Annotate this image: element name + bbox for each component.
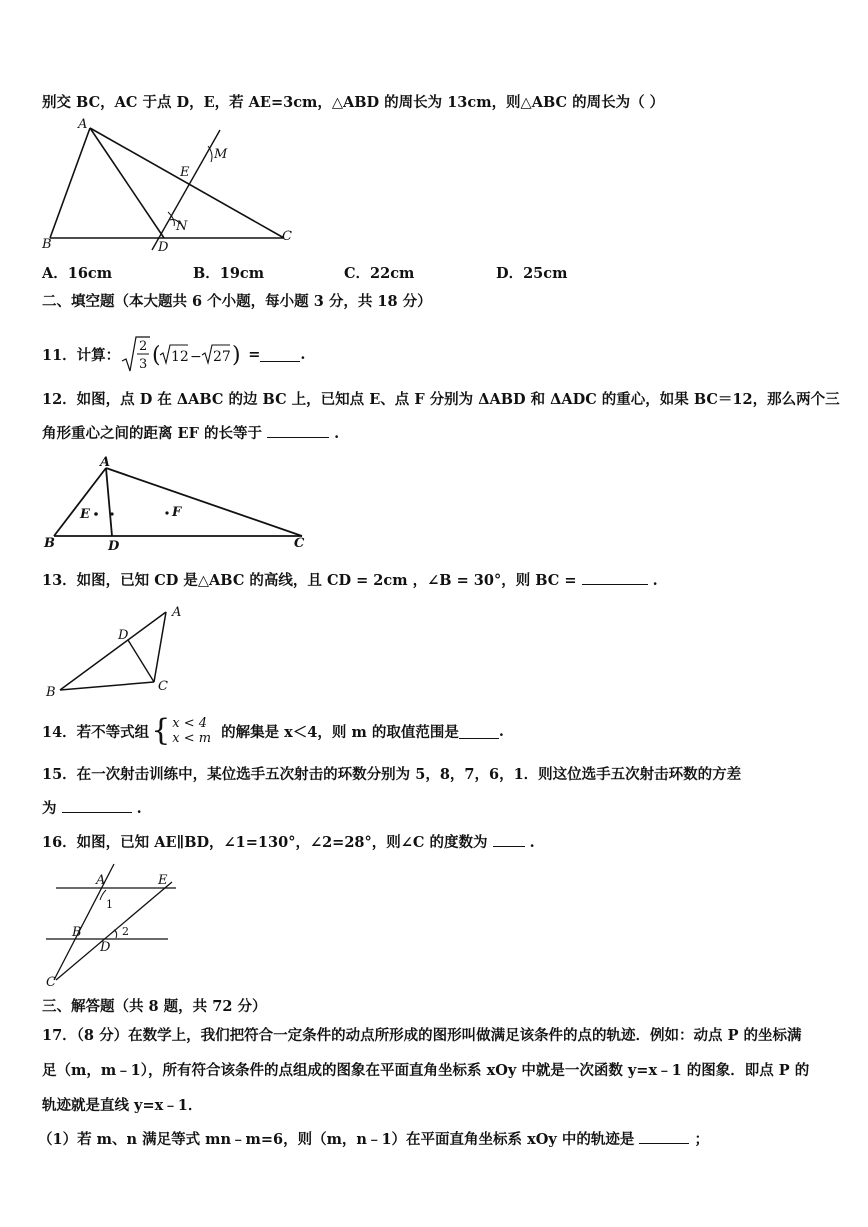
q14-answer-blank[interactable] — [459, 724, 499, 739]
q15-line-1: 15．在一次射击训练中，某位选手五次射击的环数分别为 5，8，7，6，1．则这位选手五次射击环数的方差 — [42, 766, 742, 783]
q13-answer-blank[interactable] — [582, 570, 648, 585]
q10-label-a: A — [78, 117, 88, 132]
q17-sub-1-answer-blank[interactable] — [639, 1129, 689, 1144]
q17-sub-1: （1）若 m、n 满足等式 mn﹣m=6，则（m，n﹣1）在平面直角坐标系 xOy 中的轨迹是 — [38, 1131, 635, 1148]
q12-end: . — [334, 425, 340, 442]
q16-figure — [40, 860, 190, 990]
q15-answer-blank[interactable] — [62, 798, 132, 813]
section-2-heading: 二、填空题（本大题共 6 个小题，每小题 3 分，共 18 分） — [42, 293, 432, 310]
q16-angle-1: 1 — [106, 898, 113, 911]
q14-end: . — [498, 722, 504, 740]
q16-answer-blank[interactable] — [493, 832, 525, 847]
q12-label-e: E — [80, 507, 90, 522]
q16-end: . — [529, 834, 535, 851]
q10-option-d: D．25cm — [496, 265, 568, 282]
q12-line-1: 12．如图，点 D 在 ΔABC 的边 BC 上，已知点 E、点 F 分别为 ΔABD 和 ΔADC 的重心，如果 BC＝12，那么两个三 — [42, 391, 840, 408]
q13-label-a: A — [172, 605, 182, 620]
q17-line-2: 足（m，m﹣1），所有符合该条件的点组成的图象在平面直角坐标系 xOy 中就是一次函数 y=x﹣1 的图象．即点 P 的 — [42, 1062, 810, 1079]
q13-wrap — [42, 569, 658, 590]
q13-text: 13．如图，已知 CD 是△ABC 的高线，且 CD = 2cm ，∠B = 30°，则 BC = — [42, 572, 577, 589]
q12-line-2: 角形重心之间的距离 EF 的长等于 — [42, 425, 262, 442]
q10-label-n: N — [176, 219, 188, 234]
q14-suffix: 的解集是 x＜4，则 m 的取值范围是 — [221, 723, 459, 741]
q17-sub-1-wrap — [38, 1128, 709, 1149]
q11 — [42, 333, 305, 375]
q15-line-2: 为 — [42, 800, 57, 817]
q11-end: . — [300, 345, 306, 363]
q10-label-c: C — [282, 229, 292, 244]
q16-label-c: C — [46, 975, 56, 990]
q10-stem: 别交 BC，AC 于点 D，E，若 AE=3cm，△ABD 的周长为 13cm，则△ABC 的周长为（ ） — [42, 94, 665, 111]
q12-answer-blank[interactable] — [267, 423, 329, 438]
svg-text:27: 27 — [213, 349, 232, 365]
q16-text: 16．如图，已知 AE∥BD，∠1=130°，∠2=28°，则∠C 的度数为 — [42, 834, 488, 851]
q11-answer-blank[interactable] — [260, 347, 300, 362]
q13-label-b: B — [46, 685, 56, 700]
svg-text:3: 3 — [139, 357, 148, 372]
q17-line-1: 17．（8 分）在数学上，我们把符合一定条件的动点所形成的图形叫做满足该条件的点的轨迹．例如：动点 P 的坐标满 — [42, 1027, 802, 1044]
q17-sub-1-end: ； — [694, 1131, 709, 1148]
q15-end: . — [136, 800, 142, 817]
q16-label-d: D — [100, 940, 111, 955]
q13-figure — [40, 598, 200, 702]
svg-text:): ) — [232, 343, 241, 368]
svg-text:(: ( — [152, 343, 161, 368]
q16-angle-2: 2 — [122, 925, 129, 938]
q16-label-a: A — [96, 873, 106, 888]
q12-label-d: D — [108, 539, 120, 554]
q16-label-b: B — [72, 925, 82, 940]
q16-wrap — [42, 831, 535, 852]
q12-line-2-wrap — [42, 422, 339, 443]
section-3-heading: 三、解答题（共 8 题，共 72 分） — [42, 998, 267, 1015]
q10-figure — [38, 116, 308, 256]
svg-text:12: 12 — [171, 349, 190, 365]
q10-label-b: B — [42, 237, 52, 252]
q14-system-1: x < 4 — [172, 716, 208, 731]
q13-label-d: D — [118, 628, 129, 643]
q14-wrap: 14．若不等式组 { x < 4 x < m 的解集是 x＜4，则 m 的取值范围是 . — [42, 713, 504, 748]
q12-figure — [40, 452, 320, 556]
q11-formula — [120, 333, 248, 375]
q14-prefix: 14．若不等式组 — [42, 723, 150, 741]
svg-text:−: − — [190, 349, 202, 365]
q17-line-3: 轨迹就是直线 y=x﹣1． — [42, 1097, 203, 1114]
q10-label-d: D — [158, 240, 169, 255]
q10-label-m: M — [214, 147, 228, 162]
q10-option-b: B．19cm — [193, 265, 265, 282]
q13-end: . — [652, 572, 658, 589]
q14-system-2: x < m — [172, 731, 212, 746]
q12-label-f: F — [172, 505, 182, 520]
q12-label-b: B — [44, 536, 55, 551]
q10-option-a: A．16cm — [42, 265, 113, 282]
svg-text:2: 2 — [139, 339, 148, 354]
q15-line-2-wrap — [42, 797, 142, 818]
q13-label-c: C — [158, 679, 168, 694]
q12-label-a: A — [100, 455, 111, 470]
q10-label-e: E — [180, 165, 190, 180]
q12-label-c: C — [294, 536, 305, 551]
q11-equals: = — [248, 345, 261, 363]
q16-label-e: E — [158, 873, 168, 888]
q11-prefix: 11．计算： — [42, 346, 121, 364]
q10-option-c: C．22cm — [344, 265, 415, 282]
